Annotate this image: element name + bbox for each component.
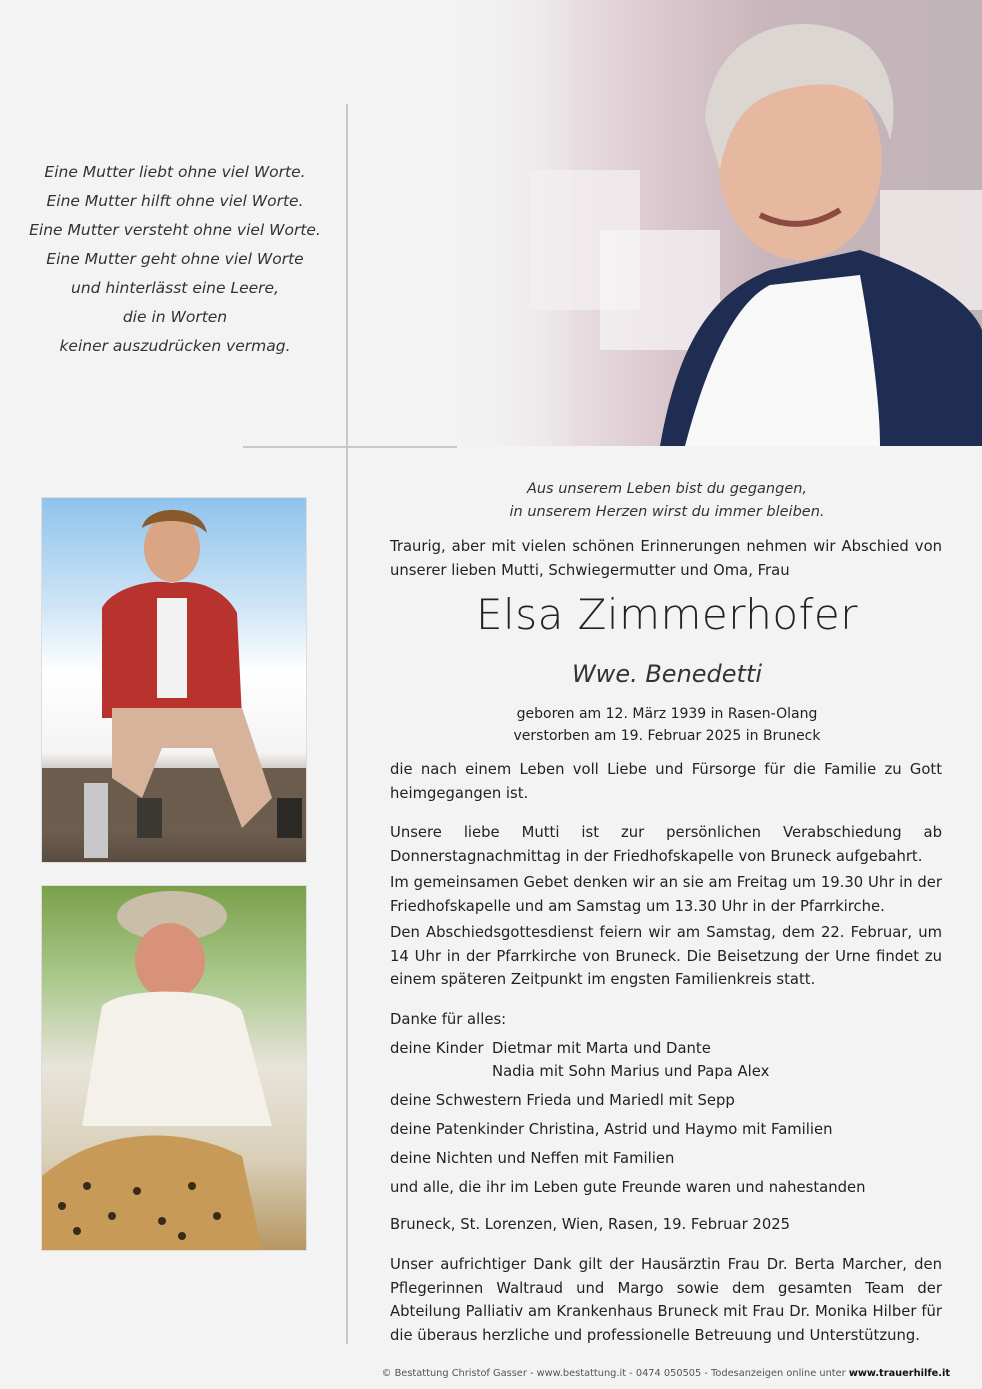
poem [20, 158, 330, 361]
poem-line: und hinterlässt eine Leere, [71, 279, 279, 297]
life-text: die nach einem Leben voll Liebe und Fürsorge für die Familie zu Gott heimgegangen ist. [390, 761, 942, 802]
service-text: Den Abschiedsgottesdienst feiern wir am Samstag, dem 22. Februar, um 14 Uhr in der Pfarrkirche von Bruneck. Die Beisetzung der Urne findet zu einem späteren Zeitpunkt im engsten Familienkreis statt. [390, 924, 942, 988]
life-dates [392, 703, 942, 747]
footer [0, 1368, 982, 1379]
verse-line: Aus unserem Leben bist du gegangen, [526, 481, 808, 497]
portrait-photo [440, 0, 982, 446]
nieces-line: deine Nichten und Neffen mit Familien [390, 1150, 675, 1167]
poem-line: Eine Mutter geht ohne viel Worte [46, 250, 304, 268]
footer-link[interactable]: www.trauerhilfe.it [848, 1368, 950, 1379]
cross-horizontal-bar [243, 446, 457, 448]
poem-line: Eine Mutter liebt ohne viel Worte. [44, 163, 306, 181]
acknowledgement-text: Unser aufrichtiger Dank gilt der Hausärztin Frau Dr. Berta Marcher, den Pflegerinnen Waltraud und Margo sowie dem gesamten Team der Abteilung Palliativ am Krankenhaus Bruneck mit Frau Dr. Monika Hilber für die überaus herzliche und professionelle Betreuung und Unterstützung. [390, 1256, 942, 1344]
intro-text: Traurig, aber mit vielen schönen Erinnerungen nehmen wir Abschied von unserer lieben Mutti, Schwiegermutter und Oma, Frau [390, 538, 942, 579]
footer-text: © Bestattung Christof Gasser - www.bestattung.it - 0474 050505 - Todesanzeigen online unter [381, 1368, 849, 1379]
godchildren-line: deine Patenkinder Christina, Astrid und Haymo mit Familien [390, 1121, 833, 1138]
thanks-label: Danke für alles: [390, 1011, 507, 1028]
birth-date: geboren am 12. März 1939 in Rasen-Olang [516, 706, 818, 722]
viewing-text: Unsere liebe Mutti ist zur persönlichen Verabschiedung ab Donnerstagnachmittag in der Friedhofskapelle von Bruneck aufgebahrt. [390, 824, 942, 865]
friends-line: und alle, die ihr im Leben gute Freunde waren und nahestanden [390, 1179, 866, 1196]
deceased-name: Elsa Zimmerhofer [475, 590, 859, 639]
verse-line: in unserem Herzen wirst du immer bleiben. [509, 504, 825, 520]
poem-line: die in Worten [122, 308, 228, 326]
poem-line: keiner auszudrücken vermag. [59, 337, 291, 355]
sisters-line: deine Schwestern Frieda und Mariedl mit Sepp [390, 1092, 735, 1109]
poem-line: Eine Mutter versteht ohne viel Worte. [29, 221, 321, 239]
children-line-1: Dietmar mit Marta und Dante [492, 1040, 711, 1057]
verse [392, 478, 942, 524]
poem-line: Eine Mutter hilft ohne viel Worte. [46, 192, 304, 210]
cross-vertical-bar [346, 104, 348, 1344]
deceased-maiden-name: Wwe. Benedetti [571, 660, 763, 688]
children-label: deine Kinder [390, 1040, 484, 1057]
place-date: Bruneck, St. Lorenzen, Wien, Rasen, 19. Februar 2025 [390, 1216, 791, 1233]
photo-hiking [41, 497, 307, 863]
death-date: verstorben am 19. Februar 2025 in Bruneck [513, 728, 821, 744]
photo-cheetah [41, 885, 307, 1251]
prayer-text: Im gemeinsamen Gebet denken wir an sie am Freitag um 19.30 Uhr in der Friedhofskapelle und am Samstag um 13.30 Uhr in der Pfarrkirche. [390, 874, 942, 915]
children-line-2: Nadia mit Sohn Marius und Papa Alex [492, 1063, 770, 1080]
